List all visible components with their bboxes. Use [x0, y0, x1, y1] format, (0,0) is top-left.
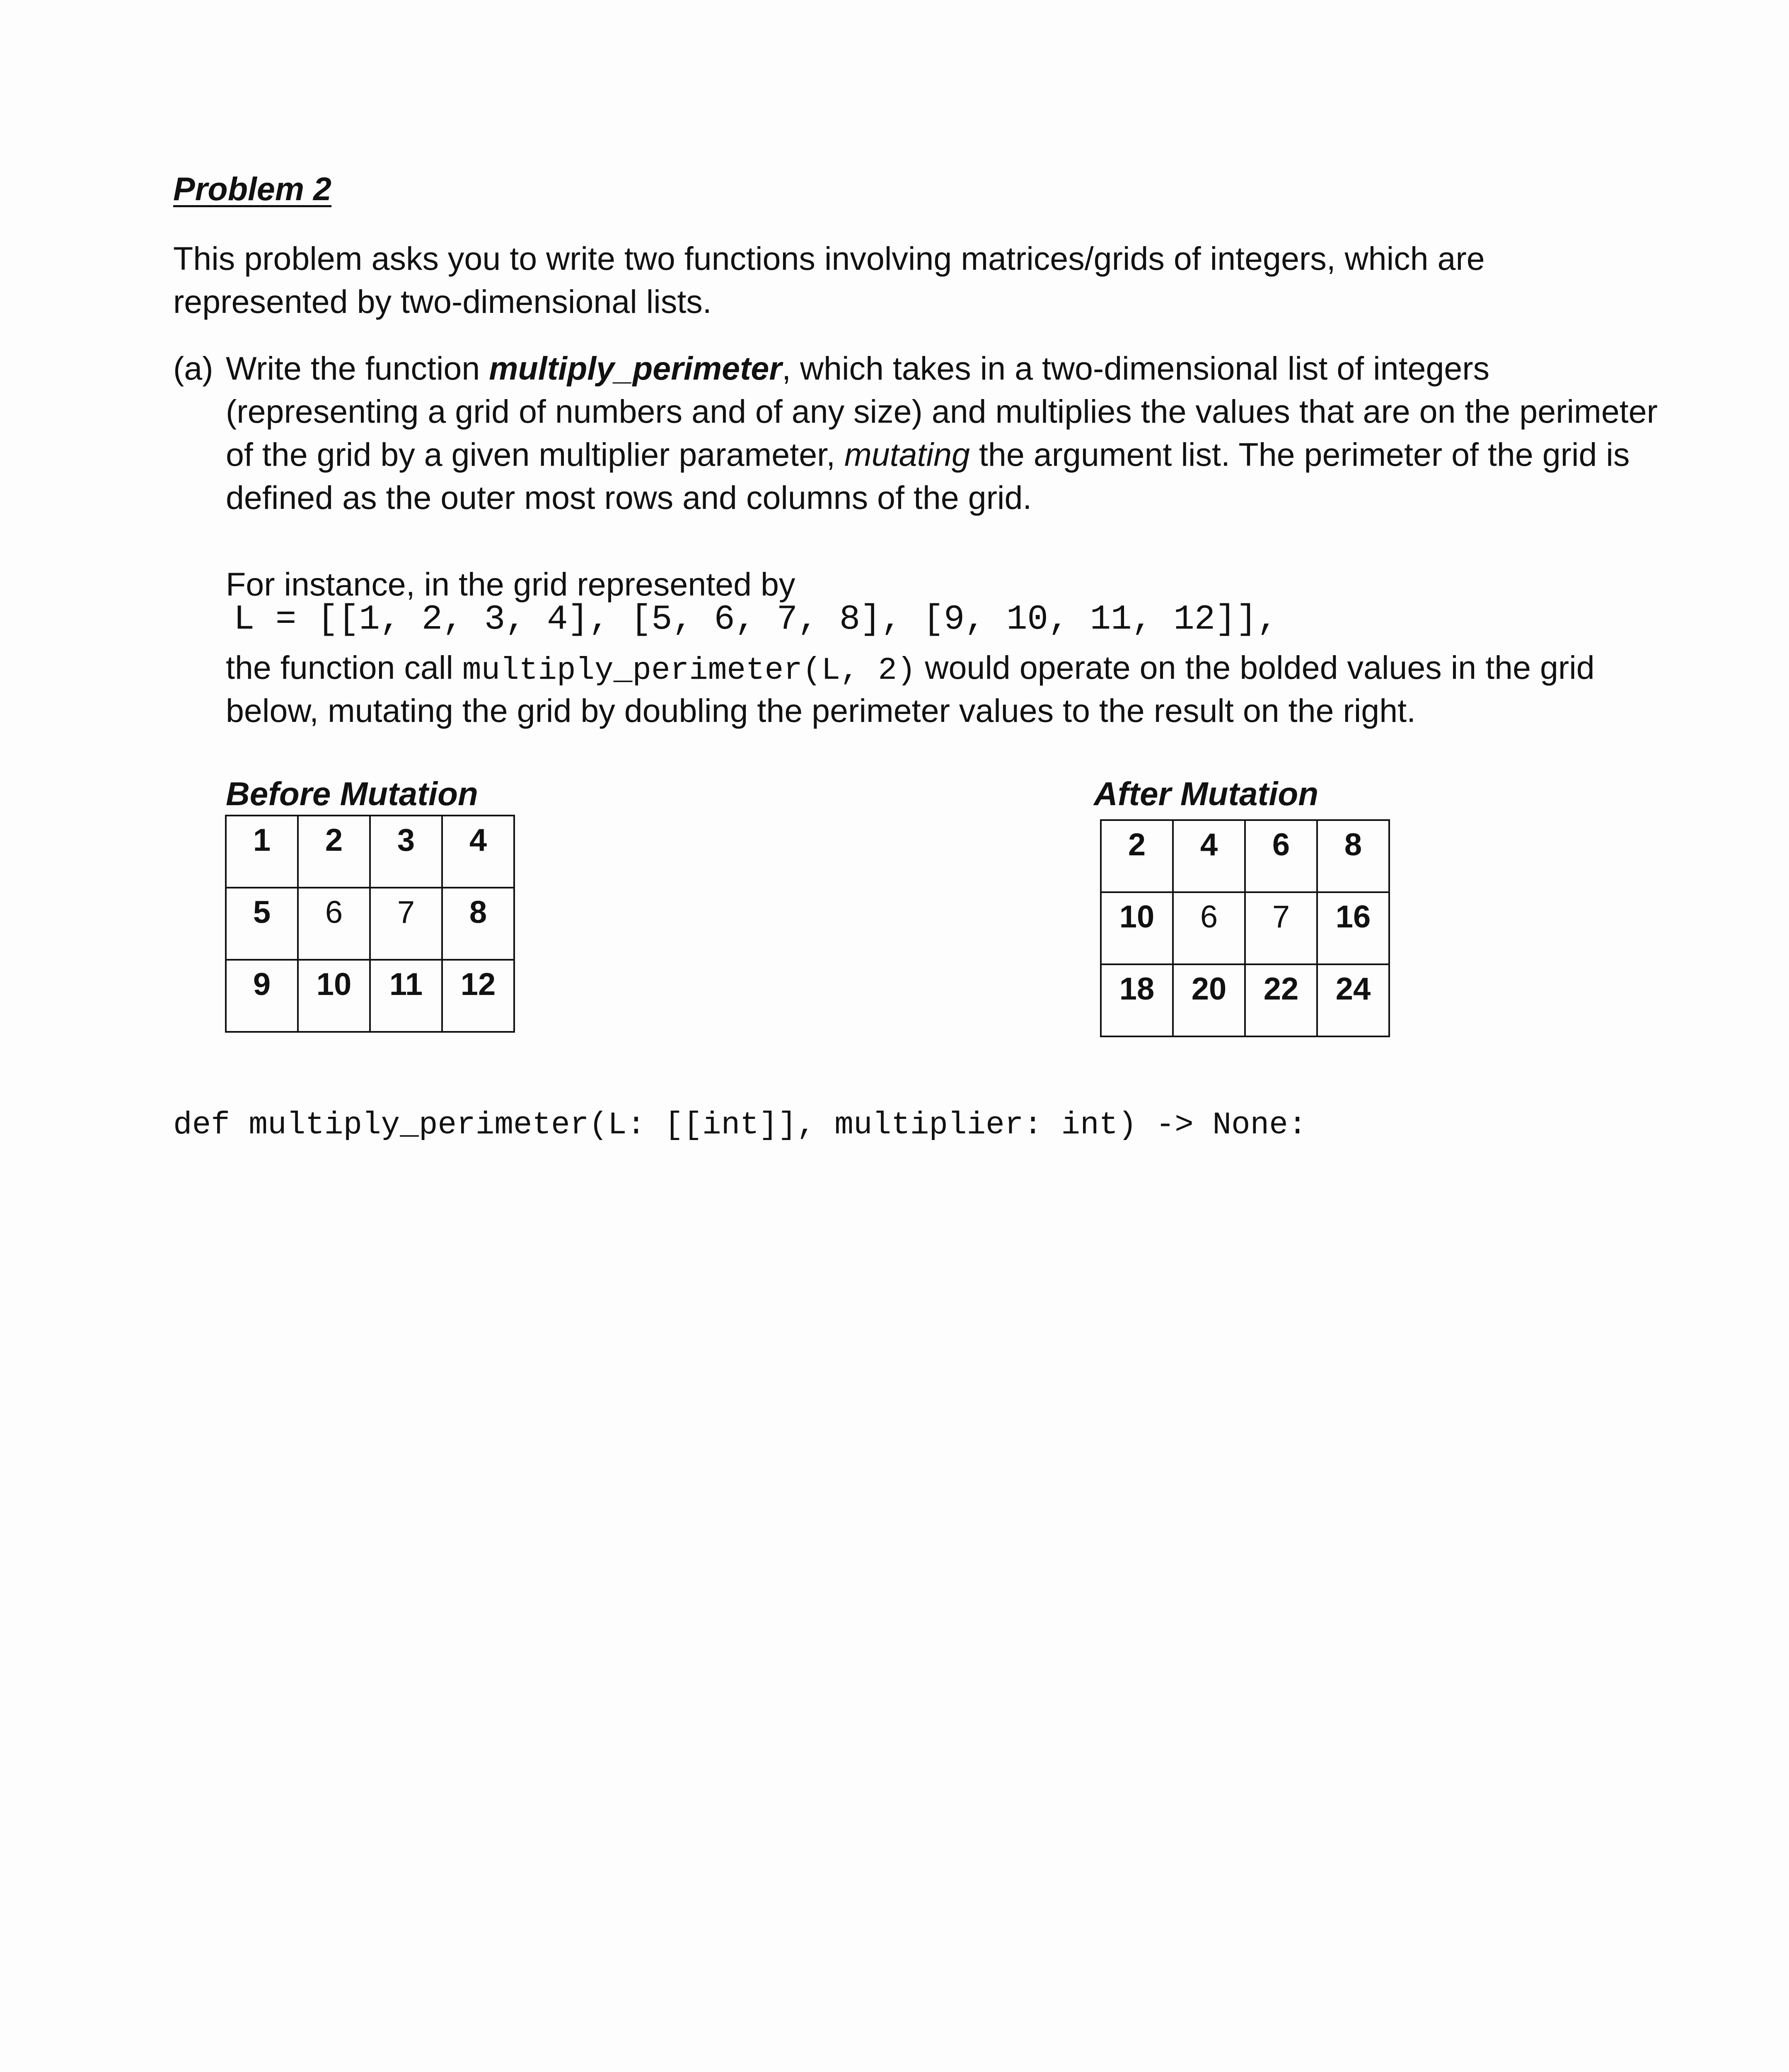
- part-a-line-1: [226, 347, 1489, 390]
- grid-cell: 22: [1245, 964, 1317, 1036]
- part-a-line-1-post: , which takes in a two-dimensional list of integers: [782, 350, 1490, 387]
- part-a-line-3: [226, 433, 1629, 476]
- example-intro: For instance, in the grid represented by: [226, 566, 795, 603]
- before-grid-label: Before Mutation: [226, 775, 478, 812]
- example-line-below: below, mutating the grid by doubling the perimeter values to the result on the right.: [226, 692, 1416, 729]
- part-a-line-3-post: the argument list. The perimeter of the grid is: [970, 436, 1630, 473]
- grid-cell: 7: [1245, 892, 1317, 964]
- example-call-pre: the function call: [226, 649, 462, 686]
- example-list-code: L = [[1, 2, 3, 4], [5, 6, 7, 8], [9, 10, 11, 12]],: [234, 600, 1278, 639]
- grid-cell: 4: [1173, 820, 1245, 892]
- grid-cell: 6: [298, 888, 370, 960]
- part-a-line-3-pre: of the grid by a given multiplier parameter,: [226, 436, 844, 473]
- grid-cell: 9: [226, 960, 298, 1032]
- grid-cell: 12: [442, 960, 514, 1032]
- grid-cell: 11: [370, 960, 442, 1032]
- grid-cell: 5: [226, 888, 298, 960]
- part-a-line-2: (representing a grid of numbers and of any size) and multiplies the values that are on the perimeter: [226, 393, 1658, 430]
- example-call-code: multiply_perimeter(L, 2): [462, 653, 916, 688]
- grid-cell: 24: [1317, 964, 1389, 1036]
- table-row: [1101, 820, 1389, 892]
- grid-cell: 18: [1101, 964, 1173, 1036]
- part-a-label: (a): [173, 350, 213, 387]
- example-call-line: [226, 646, 1595, 692]
- mutating-word: mutating: [844, 436, 970, 473]
- before-grid: [225, 815, 515, 1033]
- grid-cell: 2: [298, 816, 370, 888]
- grid-cell: 8: [1317, 820, 1389, 892]
- grid-cell: 16: [1317, 892, 1389, 964]
- intro-line-1: This problem asks you to write two functions involving matrices/grids of integers, which are: [173, 240, 1485, 277]
- grid-cell: 7: [370, 888, 442, 960]
- grid-cell: 2: [1101, 820, 1173, 892]
- grid-cell: 20: [1173, 964, 1245, 1036]
- after-grid: [1100, 819, 1390, 1037]
- part-a-line-1-pre: Write the function: [226, 350, 489, 387]
- function-signature: def multiply_perimeter(L: [[int]], multiplier: int) -> None:: [173, 1107, 1307, 1143]
- intro-line-2: represented by two-dimensional lists.: [173, 283, 712, 320]
- grid-cell: 6: [1245, 820, 1317, 892]
- function-name: multiply_perimeter: [489, 350, 782, 387]
- problem-title: Problem 2: [173, 170, 331, 207]
- grid-cell: 6: [1173, 892, 1245, 964]
- grid-cell: 1: [226, 816, 298, 888]
- example-call-post: would operate on the bolded values in the grid: [916, 649, 1595, 686]
- table-row: [1101, 964, 1389, 1036]
- grid-cell: 4: [442, 816, 514, 888]
- after-grid-label: After Mutation: [1094, 775, 1319, 812]
- grid-cell: 8: [442, 888, 514, 960]
- grid-cell: 3: [370, 816, 442, 888]
- table-row: [226, 816, 514, 888]
- table-row: [226, 888, 514, 960]
- part-a-line-4: defined as the outer most rows and columns of the grid.: [226, 479, 1032, 516]
- table-row: [226, 960, 514, 1032]
- grid-cell: 10: [298, 960, 370, 1032]
- table-row: [1101, 892, 1389, 964]
- grid-cell: 10: [1101, 892, 1173, 964]
